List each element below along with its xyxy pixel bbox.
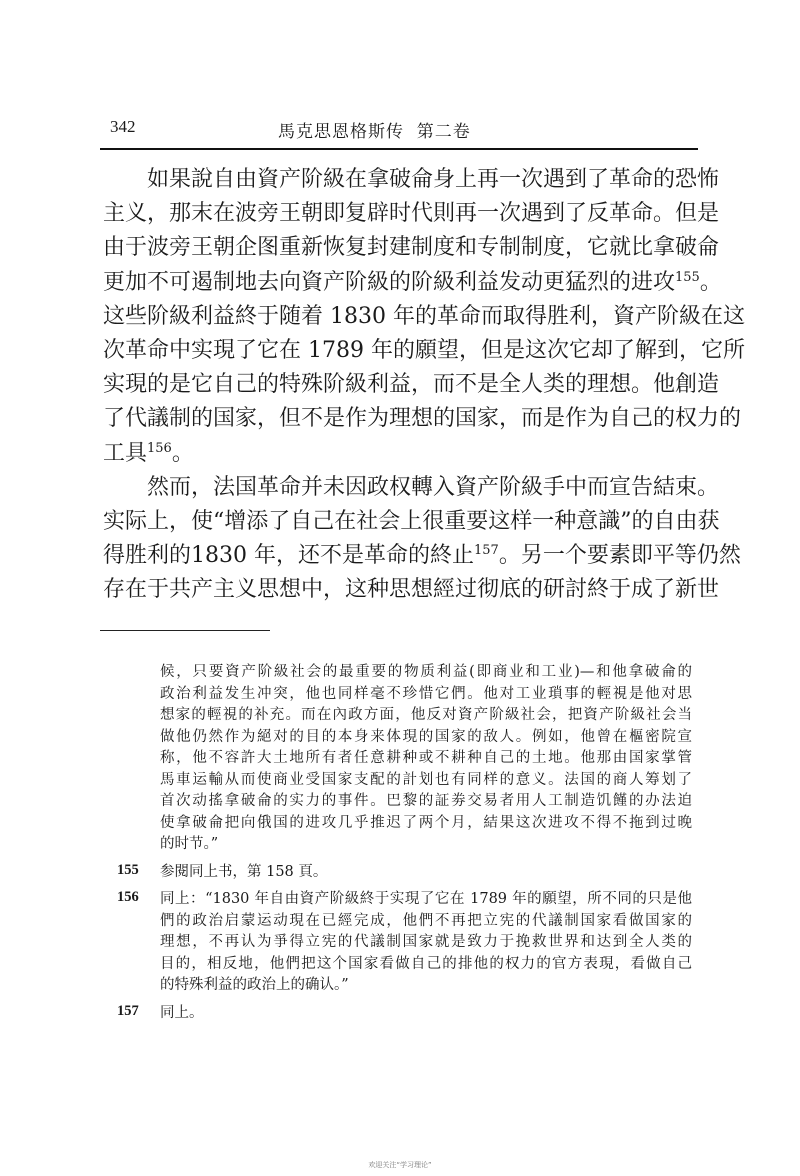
footnote-line: 們的政治启蒙运动現在已經完成，他們不再把立宪的代議制国家看做国家的 [160, 912, 692, 929]
footnote-155 [117, 862, 692, 884]
footnote-line: 的特殊利益的政治上的确认。” [160, 977, 349, 993]
footnote-line: 同上。 [160, 1004, 204, 1021]
footnote-line: 称，他不容許大土地所有者任意耕种或不耕种自己的土地。他那由国家掌管 [160, 750, 692, 766]
body-line: 如果說自由資产阶級在拿破侖身上再一次遇到了革命的恐怖 [147, 167, 720, 192]
body-line [103, 539, 741, 573]
body-line: 这些阶級利益終于随着 1830 年的革命而取得胜利，資产阶級在这 [103, 303, 745, 329]
body-line-text: 得胜利的1830 年，还不是革命的終止 [103, 543, 474, 569]
header-rule [100, 148, 698, 150]
footnote-number: 155 [117, 861, 139, 878]
footnote-line: 想家的輕視的补充。而在內政方面，他反对資产阶級社会，把資产阶級社会当 [160, 707, 692, 723]
footnote-ref-157: 157 [473, 543, 499, 559]
body-line-text: 更加不可遏制地去向資产阶級的阶級利益发动更猛烈的进攻 [103, 269, 676, 295]
footnote-rule [100, 630, 270, 631]
footnote-line: 政治利益发生冲突，他也同样毫不珍惜它們。他对工业瑣事的輕視是他对思 [160, 685, 692, 702]
footnote-line: 理想，不再认为爭得立宪的代議制国家就是致力于挽救世界和达到全人类的 [160, 934, 692, 950]
footnote-line: 参閱同上书，第 158 頁。 [160, 863, 328, 880]
footnote-line: 候，只要資产阶級社会的最重要的物质利益(即商业和工业)—和他拿破侖的 [160, 664, 692, 680]
body-line-text: 。另一个要素即平等仍然 [498, 543, 741, 569]
footer-watermark: 欢迎关注“学习理论” [368, 1161, 432, 1169]
body-line: 主义，那末在波旁王朝即复辟时代則再一次遇到了反革命。但是 [103, 201, 720, 227]
footnote-line: 同上：“1830 年自由資产阶級終于实現了它在 1789 年的願望，所不同的只是他 [160, 891, 692, 907]
footnote-line: 目的，相反地，他們把这个国家看做自己的排他的权力的官方表現，看做自己 [160, 955, 692, 972]
footnote-156 [117, 889, 692, 997]
footnote-157 [117, 1003, 692, 1025]
body-line: 了代議制的国家，但不是作为理想的国家，而是作为自己的权力的 [103, 406, 742, 432]
footnotes [117, 662, 692, 1024]
main-text [103, 163, 745, 607]
footnote-line: 馬車运輸从而使商业受国家支配的計划也有同样的意义。法国的商人筹划了 [160, 771, 692, 788]
footnote-line: 首次动搖拿破侖的实力的事件。巴黎的証劵交易者用人工制造饥饉的办法迫 [160, 793, 692, 809]
page-header [110, 117, 696, 147]
footnote-ref-155: 155 [675, 269, 700, 285]
body-line: 更加不可遏制地去向資产阶級的阶級利益发动更猛烈的进攻$^{155}$。 [103, 269, 722, 295]
footnote-number: 156 [117, 889, 139, 905]
body-line-text: 工具 [103, 440, 148, 466]
footnote-line: 使拿破侖把向俄国的进攻几乎推迟了两个月，結果这次进攻不得不拖到过晚 [160, 814, 692, 831]
footnote-line: 做他仍然作为絕对的目的本身来体現的国家的敌人。例如，他曾在樞密院宣 [160, 728, 692, 745]
body-line: 工具$^{156}$。 [103, 440, 194, 466]
body-line: 然而，法国革命并未因政权轉入資产阶級手中而宣告結束。 [147, 474, 720, 500]
body-line: 由于波旁王朝企图重新恢复封建制度和专制制度，它就比拿破侖 [103, 235, 720, 261]
footnote-ref-156: 156 [147, 440, 172, 456]
footnote-number: 157 [117, 1002, 139, 1019]
footnote-line: 的时节。” [160, 836, 219, 852]
body-line: 实际上，使“增添了自己在社会上很重要这样一种意識”的自由获 [103, 508, 720, 534]
page-number: 342 [110, 117, 136, 136]
body-line: 实現的是它自己的特殊阶級利益，而不是全人类的理想。他創造 [103, 372, 720, 398]
running-title: 馬克思恩格斯传 第二卷 [278, 122, 471, 142]
body-line: 存在于共产主义思想中，这种思想經过彻底的研討終于成了新世 [103, 577, 720, 603]
body-line: 次革命中实現了它在 1789 年的願望，但是这次它却了解到，它所 [103, 337, 745, 363]
